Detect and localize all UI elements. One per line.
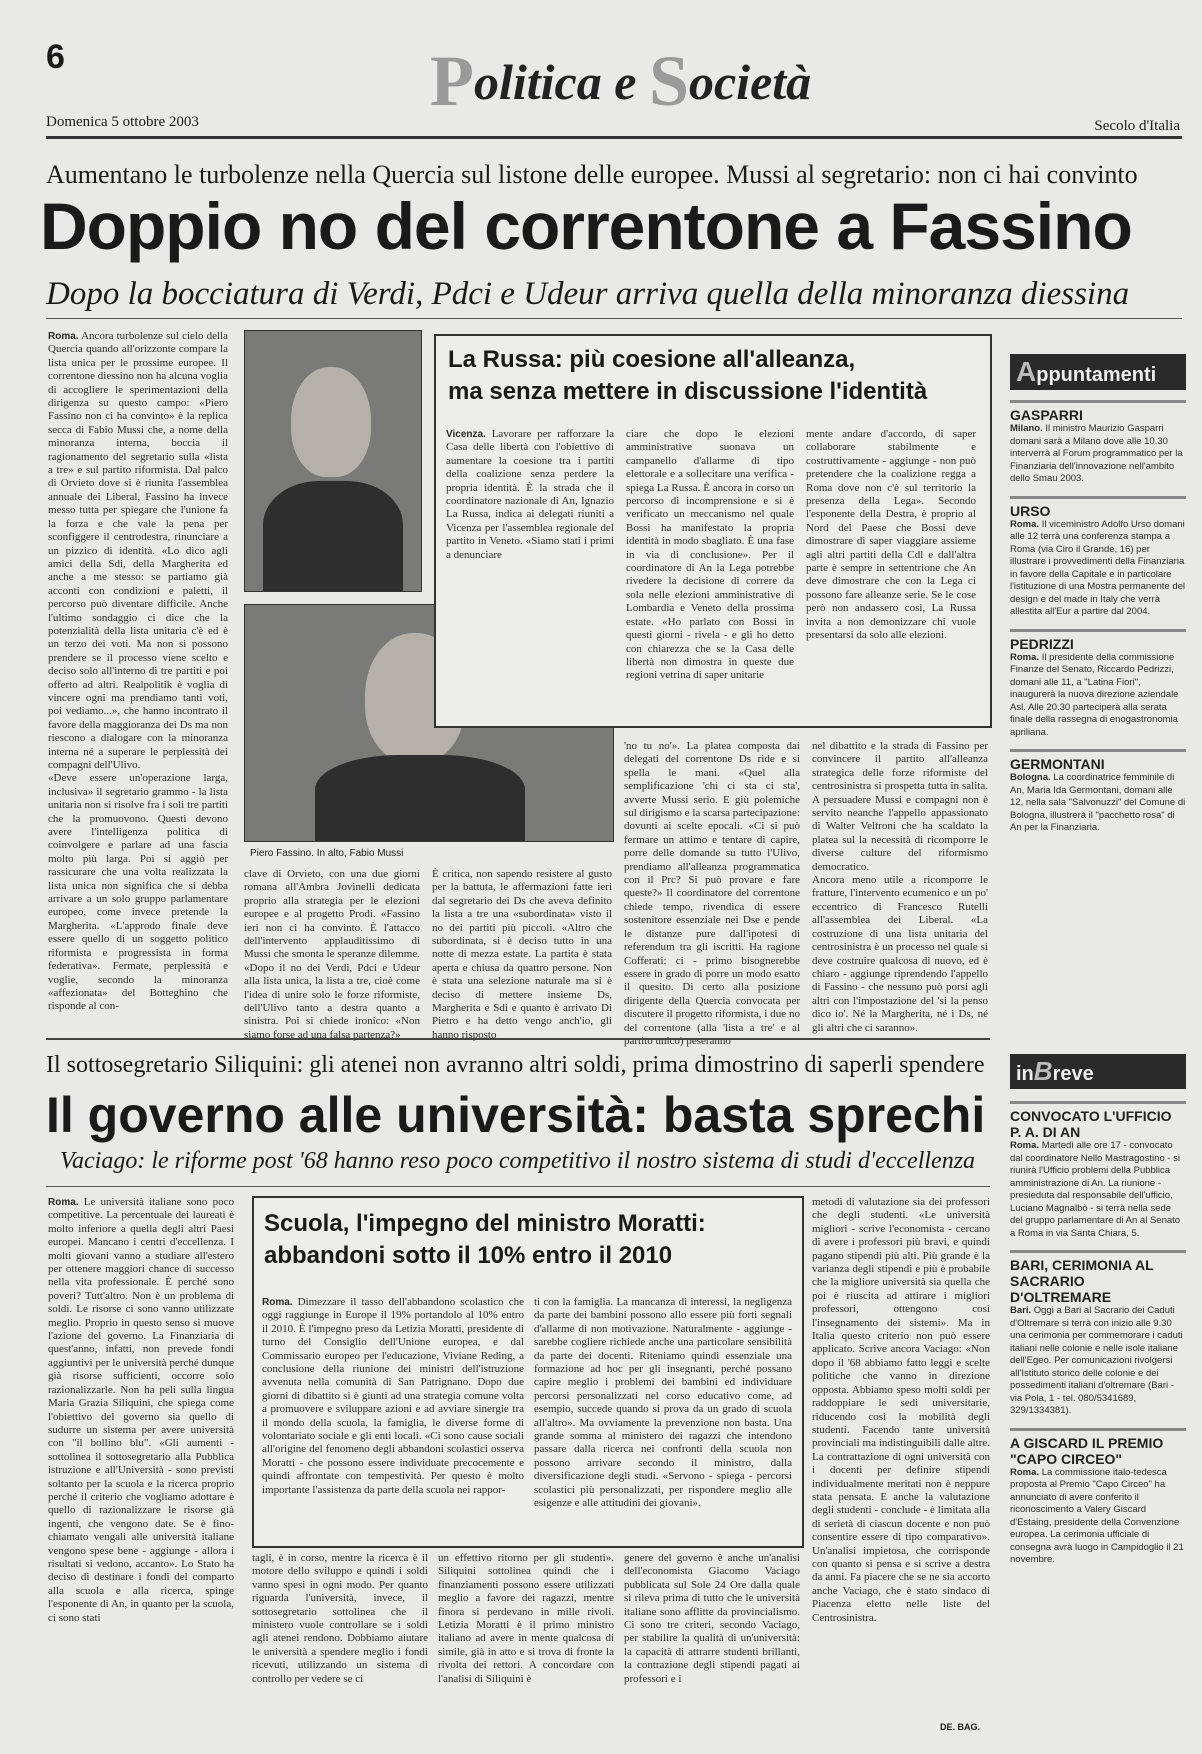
breve-title: A GISCARD IL PREMIO "CAPO CIRCEO": [1010, 1428, 1186, 1467]
photo-suit: [263, 481, 403, 591]
story2-col1-text: Le università italiane sono poco competitive. La percentuale dei laureati è molto inferiore a quella degli altri Paesi europei. Mancano i centri d'eccellenza. I molti giovani vanno a studiare all'estero per ottenere maggiori chance di successo nella vita professionale. È perché sono poveri? Tutt'altro. Non è un problema di soldi. Le risorse ci sono vanno utilizzate meglio. Proprio in questo senso si muove l'azione del governo. La Finanziaria di quest'anno, infatti, non prevede fondi aggiuntivi per le università perché dunque già risorse sufficienti, occorre solo razionalizzarle. Non ha peli sulla lingua Maria Grazia Siliquini, che spiega come l'obiettivo del governo sia quello di sudurre un sistema per avere università con "il bollino blu". «Gli aumenti - sottolinea il sottosegretario alla Pubblica istruzione e all'Università - sono previsti soltanto per la scuola e la ricerca proprio perché il criterio che vogliamo adottare è quello di razionalizzare le risorse già ingenti, che vengono date. Se è fino-chiamato vengali alle università italiane vengono spese bene - aggiunge - allora i risultati si vedono, accanto». Lo Stato ha deciso di destinare i fondi del comparto alla scuola e alla ricerca, spinge l'esponente di An, in quanto per la scuola, ci sono stati: [48, 1196, 235, 1624]
story1-subhead: Dopo la bocciatura di Verdi, Pdci e Udeur arriva quella della minoranza diessina: [46, 276, 1130, 312]
in-breve-banner-rest: reve: [1052, 1063, 1094, 1085]
story1-col5b-text: Ancora meno utile a ricomporre le fratture, l'intervento ecumenico e un po' eccentrico di Francesco Rutelli all'assemblea dei Liberal. «La costruzione di una lista unitaria del centrosinistra è un processo nel quale si deve costruire qualcosa di nuovo, ed è chiaro - aggiunge riprendendo l'appello di Fassino - che nessuno può porsi agli altri con l'impostazione del 'si la penso dico io'. Né la Margherita, né i Ds, né gli altri che ci saranno».: [812, 874, 988, 1034]
box2-column-1: [262, 1296, 524, 1536]
box2-dateline: Roma.: [262, 1297, 293, 1308]
appuntamenti-banner: [1010, 354, 1186, 390]
appuntamento-text: Il ministro Maurizio Gasparri domani sarà a Milano dove alle 10.30 interverrà al Forum programmatico per la Finanziaria dell'innovazione nell'ambito dello Smau 2003.: [1010, 423, 1183, 484]
box-la-russa: [434, 334, 992, 728]
story2-column-4: genere del governo è anche un'analisi dell'economista Giacomo Vaciago pubblicata sul Sole 24 Ore dalla quale si rileva prima di tutto che le università italiane sono afflitte da provincialismo. Ci sono tre criteri, secondo Vaciago, per stabilire la qualità di un'università: la capacità di attrarre studenti brillanti, la contrazione degli stipendi pagati ai professori e i: [624, 1552, 800, 1685]
photo-face: [291, 367, 371, 477]
story2-dateline: Roma.: [48, 1197, 79, 1208]
story1-dateline: Roma.: [48, 331, 79, 342]
appuntamenti-banner-cap: A: [1016, 356, 1037, 387]
box2-title-line2: abbandoni sotto il 10% entro il 2010: [264, 1242, 673, 1269]
story-separator: [46, 1038, 990, 1040]
page-number: 6: [46, 38, 65, 76]
story2-subhead: Vaciago: le riforme post '68 hanno reso poco competitivo il nostro sistema di studi d'eccellenza: [60, 1148, 976, 1174]
appuntamento-dateline: Roma.: [1010, 518, 1040, 530]
box1-col1-text: Lavorare per rafforzare la Casa delle libertà con l'obiettivo di aumentare la coesione tra i partiti della coalizione senza perdere la propria identità. È la strada che il coordinatore nazionale di An, Ignazio La Russa, indica ai delegati riuniti a Vicenza per l'assemblea regionale del partito in Veneto. «Siamo stati i primi a denunciare: [446, 428, 615, 561]
box1-column-1: [446, 428, 614, 718]
box2-col1-text: Dimezzare il tasso dell'abbandono scolastico che oggi raggiunge in Europe il 19% portandolo al 10% entro il 2010. È l'impegno preso da Letizia Moratti, presidente di turno del Consiglio dell'Unione europea, e dal Commissario europeo per l'educazione, Viviane Reding, a conclusione della riunione dei ministri dell'istruzione avvenuta nella comunità di San Patrignano. Dopo due giorni di dibattito si è giunti ad una strategia comune volta a promuovere e sviluppare azioni e ad avviare sinergie tra il mondo della scuola, la famiglia, le diverse forme di volontariato sociale e gli enti locali. «Ci sono cause sociali all'origine del fenomeno degli abbandoni scolastici osserva Moratti - che possono essere individuate precocemente e quindi affrontate con tempestività. Per questo è molto importante l'assistenza da parte della scuola nei rappor-: [262, 1296, 524, 1496]
breve-text: Oggi a Bari al Sacrario dei Caduti d'Oltremare si terrà con inizio alle 9.30 una cerimonia per commemorare i caduti italiani nelle colonie e nelle isole italiane dell'Egeo. Per comunicazioni rivolgersi all'Istituto storico delle colonie e dei possedimenti italiani d'oltremare (Bari - via Pola, 1 - tel. 080/5341689, 329/1334381).: [1010, 1305, 1183, 1416]
appuntamento-title: PEDRIZZI: [1010, 629, 1186, 652]
in-breve-banner-cap: B: [1033, 1056, 1053, 1086]
in-breve-banner: [1010, 1054, 1186, 1089]
appuntamenti-banner-rest: ppuntamenti: [1036, 364, 1157, 386]
appuntamento-dateline: Bologna.: [1010, 772, 1051, 783]
appuntamento-text: Il viceministro Adolfo Urso domani alle 12 terrà una conferenza stampa a Roma (via Ciro il Grande, 16) per illustrare i provvedimenti della Finanziaria in favore della Capitale e in particolare l'istituzione di una Mostra permanente del design e del made in Italy che verrà allestita all'Eur a partire dal 2004.: [1010, 518, 1186, 617]
story1-column-2: clave di Orvieto, con una due giorni romana all'Ambra Jovinelli dedicata proprio alla strategia per le elezioni europee e al progetto Prodi. «Fassino ieri non ci ha convinto. È l'attacco dell'intervento applauditissimo di Mussi che smonta le speranze dilemme. «Dopo il no dei Verdi, Pdci e Udeur alla lista unica, la lista a tre, cioè come l'idea di unire solo le forze riformiste, dell'Ulivo tanto a destra quanto a sinistra. Poi si chiede ironico: «Non siamo forse ad una falsa partenza?»: [244, 868, 420, 1041]
box1-title-line1: La Russa: più coesione all'alleanza,: [448, 346, 856, 373]
newspaper-name: Secolo d'Italia: [1094, 118, 1180, 134]
appuntamento-title: GERMONTANI: [1010, 749, 1186, 772]
story1-col1b-text: «Deve essere un'operazione larga, inclusiva» il segretario grammo - la lista unitaria non si risolve fra i soli tre partiti che la promuovono. Questi devono avere l'intelligenza politica di coinvolgere e parlare ad una fascia molto più larga. Poi si aggiò per rassicurare che una volta realizzata la lista unica non significa che si debba arrivare a un solo gruppo parlamentare europeo, come invece pretende la Margherita. «L'approdo finale deve essere quello di un soggetto politico riformista e progressista in forma federativa». Fermate, perplessità e voglie, secondo la minoranza «affezionata» del Botteghino che risponde al con-: [48, 772, 228, 1013]
sidebar-appuntamenti: [1010, 354, 1186, 835]
box-moratti: [252, 1196, 804, 1548]
section-title: [430, 40, 811, 123]
breve-dateline: Bari.: [1010, 1305, 1032, 1316]
breve-dateline: Roma.: [1010, 1466, 1040, 1478]
header-rule: [46, 136, 1182, 139]
appuntamento-body: [1010, 519, 1186, 619]
story2-column-5: metodi di valutazione sia dei professori che degli studenti. «Le università migliori - scrive l'economista - cercano di avere i professori più bravi, e quindi pagano stipendi più alti. Più grande è la varianza degli stipendi e più è probabile che la migliore università sia quella che poi è riuscita ad attirare i migliori professori, ottengono così l'insegnamento dei sistemi». Ma in Italia questo criterio non può essere applicato. Scrive ancora Vaciago: «Non dopo il '68 abbiamo fatto leggi e scelte politiche che vanno in direzione opposta. Abbiamo speso molti soldi per raddoppiare le sedi universitarie, riducendo così la mobilità degli studenti. Facendo tante università provinciali ma indistinguibili dalle altre. La contrattazione di ogni università con i docenti per definire stipendi individualmente meritati non è neppure stata pensata. E anche la valutazione degli studenti - conclude - è limitata alla di serietà di ciascun docente e non può consentire essere di tipo comparativo». Un'analisi impietosa, che corrisponde con quanto si pensa e si scrive a destra da anni. Fa piacere che se ne sia accorto anche Vaciago, che è stato sindaco di Piacenza eletto nelle liste del Centrosinistra.: [812, 1196, 990, 1624]
appuntamento-body: [1010, 423, 1186, 486]
box1-title-line2: ma senza mettere in discussione l'identità: [448, 378, 928, 405]
breve-body: [1010, 1467, 1186, 1567]
issue-date: Domenica 5 ottobre 2003: [46, 114, 199, 130]
sidebar-in-breve: [1010, 1054, 1186, 1567]
story2-signature: DE. BAG.: [940, 1722, 981, 1732]
story1-headline: Doppio no del correntone a Fassino: [40, 189, 1132, 263]
appuntamento-body: [1010, 652, 1186, 740]
story2-column-2: tagli, è in corso, mentre la ricerca è il motore dello sviluppo e quindi i soldi vanno spesi in ogni modo. Per quanto riguarda l'università, invece, il sottosegretario sottolinea che il ministero vuole controllare se i soldi agli atenei rendono. Dobbiamo aiutare le università a spendere meglio i fondi ricevuti, utilizzando un sistema di controllo per vedere se ci: [252, 1552, 428, 1685]
breve-body: [1010, 1305, 1186, 1418]
photo-suit: [315, 755, 525, 841]
appuntamento-text: Il presidente della commissione Finanze del Senato, Riccardo Pedrizzi, domani alle 11, a "Latina Fiori", inaugurerà la nuova direzione aziendale Asl. Alle 20.30 parteciperà alla serata finale della rassegna di enogastronomia apriliana.: [1010, 651, 1179, 738]
breve-dateline: Roma.: [1010, 1140, 1040, 1151]
box1-column-2: ciare che dopo le elezioni amministrative suonava un campanello d'allarme di tipo elettorale e a sollecitare una verifica - spiega La Russa. È ancora in corso un percorso di incomprensione e si è verificato un meccanismo nel quale Bossi ha manifestato la propria identità in modo sbagliato. È una fase in via di conclusione». Per il coordinatore di An la Lega potrebbe rivedere la decisione di correre da sola nelle elezioni amministrative di Lombardia e Veneto della prossima estate. «Ho parlato con Bossi in questi giorni - rivela - e gli ho detto con chiarezza che se la Casa delle libertà non dimostra in queste due regioni vetrina di saper unitarie: [626, 428, 794, 682]
story1-column-3: È critica, non sapendo resistere al gusto per la battuta, le affermazioni fatte ieri dal segretario dei Ds che aveva definito la lista a tre una «subordinata» visto il no dei partiti più piccoli. «Altro che subordinata, si è deciso tutto in una notte di mezza estate. La partita è stata aperta e chiusa da quattro persone. Non è stata una selezione naturale ma si è deciso di mettere insieme Ds, Margherita e Sdi e quanto è arrivato Di Pietro e ha detto vengo anch'io, gli hanno risposto: [432, 868, 612, 1041]
box2-column-2: ti con la famiglia. La mancanza di interessi, la negligenza da parte dei bambini possono allo essere più forti segnali d'allarme di non motivazione. Naturalmente - aggiunge - sarebbe cogliere richiede anche una particolare sensibilità da parte dei docenti. Riteniamo quindi essenziale una formazione ad hoc per gli insegnanti, perché possano capire meglio i problemi dei bambini ed individuare percorsi personalizzati nel corso educativo come, ad esempio, succede quando si prova da un grado di scuola all'altro». Ma ovviamente la prevenzione non basta. Una grande somma al ministero dei ragazzi che intendono passare dalla ricerca nei confronti della scuola non possono arrivare secondo il ministro, dalla diversificazione degli studi. «Servono - spiega - percorsi scolastici più personalizzati, per rispondere meglio alle esigenze e alle attitudini dei giovani».: [534, 1296, 792, 1510]
section-cap-1: P: [430, 41, 474, 121]
story2-kicker: Il sottosegretario Siliquini: gli atenei non avranno altri soldi, prima dimostrino di saperli spendere: [46, 1052, 985, 1078]
breve-title: CONVOCATO L'UFFICIO P. A. DI AN: [1010, 1101, 1186, 1140]
box1-dateline: Vicenza.: [446, 429, 486, 440]
breve-body: [1010, 1140, 1186, 1240]
story1-kicker: Aumentano le turbolenze nella Quercia sul listone delle europee. Mussi al segretario: non ci hai convinto: [46, 160, 1138, 189]
story2-column-1: [48, 1196, 234, 1732]
story1-column-1: [48, 330, 228, 1013]
box1-column-3: mente andare d'accordo, di saper collaborare stabilmente e costruttivamente - aggiunge - non può pretendere che la coalizione regga a Roma dove non c'è sul territorio la presenza della Lega». Secondo l'esponente della Destra, è proprio al Nord del Paese che Bossi deve dimostrare di saper viaggiare assieme agli altri partiti della Cdl e dall'altra parte è sempre in settentrione che An deve dimostrare che con la Lega ci possono fare alleanze serie. Se le cose però non andassero così, La Russa invita a non demonizzare chi vuole presentarsi da solo alle elezioni.: [806, 428, 976, 642]
box2-title-line1: Scuola, l'impegno del ministro Moratti:: [264, 1210, 706, 1237]
section-rest-2: ocietà: [688, 54, 812, 110]
appuntamento-dateline: Roma.: [1010, 651, 1040, 663]
in-breve-banner-prefix: in: [1016, 1063, 1034, 1085]
breve-text: Martedì alle ore 17 - convocato dal coordinatore Nello Mastragostino - si riunirà l'Ufficio problemi della Pubblica amministrazione di An. La riunione - presieduta dal responsabile dell'ufficio, Luciano Magnalbò - si terrà nella sede del gruppo parlamentare di An al Senato a Roma in via Santa Chiara, 5.: [1010, 1140, 1181, 1239]
story2-rule: [46, 1186, 990, 1187]
section-cap-2: S: [648, 41, 689, 121]
story2-column-3: un effettivo ritorno per gli studenti». Siliquini sottolinea quindi che i finanziamenti possono essere utilizzati meglio a favore dei ragazzi, mentre finora si perdevano in mille rivoli. Letizia Moratti è il primo ministro italiano ad avere in mente qualcosa di simile, già in atto e si trova di fronte la rivolta dei rettori. A concordare con l'analisi di Siliquini è: [438, 1552, 614, 1685]
breve-title: BARI, CERIMONIA AL SACRARIO D'OLTREMARE: [1010, 1250, 1186, 1305]
story1-col1-text: Ancora turbolenze sul cielo della Quercia quando all'orizzonte compare la lista unica per le prossime europee. Il correntone diessino non ha alcuna voglia di accogliere le sperimentazioni della dirigenza su questo campo: «Piero Fassino non ci ha convinto» è la replica secca di Fabio Mussi che, a nome della minoranza interna, boccia il ragionamento del segretario sulla «lista a tre» e sul partito riformista. Dal palco di Orvieto dove si è riunita l'assemblea annuale dei Liberal, Fassino ha invece messo tutta per spiegare che l'unione fa la forza e che vale la pena per sconfiggere il centrodestra, rinunciare a un pizzico di identità. «Lo dico agli amici della Sdi, della Margherita ed anche a me stesso: se partiamo già acconti con condizioni e paletti, il percorso può diventare difficile. Anche l'ultimo sondaggio ci dice che la potenzialità della lista unitaria c'è ed è un terzo dei voti. Ma non si possono prendere se il processo viene scelto e deciso solo all'interno di tre partiti e poi offerto ad altri. Realpolitik è voglia di vincere ogni ma prendiamo tanti voti, poi vediamo...», che hanno incontrato il favore della maggioranza dei Ds ma non riescono a dialogare con la minoranza interna né a superare le perplessità dei compagni dell'Ulivo.: [48, 330, 228, 771]
photo-caption: Piero Fassino. In alto, Fabio Mussi: [250, 848, 404, 859]
appuntamento-body: [1010, 772, 1186, 835]
breve-text: La commissione italo-tedesca proposta al Premio "Capo Circeo" ha annunciato di avere conferito il riconoscimento a Valery Giscard d'Estaing, presidente della Convenzione europea. La cerimonia ufficiale di consegna avrà luogo in Campidoglio il 21 novembre.: [1010, 1466, 1184, 1565]
story1-column-4: 'no tu no'». La platea composta dai delegati del correntone Ds ride e si spella le mani. «Quel alla semplificazione 'chi ci sta ci sta', avverte Mussi serio. E giù polemiche sul dirigismo e la scarsa partecipazione: dovunti ai scelte epocali. «Ci si può fermare un attimo e tentare di capire, porre delle domande su tutto l'Ulivo, prendiamo all'alleanza programmatica con il Prc? Si può provare e fare queste?» Il coordinatore del correntone chiede tempo, rivendica di essere sostenitore essenziale nei Dse e pende le distanze pure dall'ipotesi di referendum tra gli iscritti. Ha ragione Cofferati: ci - primo bisognerebbe essere in grado di porre un modo esatto il quesito. Di certo alla posizione dirigente della Quercia convocata per discutere il progetto riformista, i due no del correntone (alla 'lista a tre' e al partito unico) peseranno: [624, 740, 800, 1047]
story2-headline: Il governo alle università: basta sprechi: [46, 1087, 986, 1143]
story1-col5-text: nel dibattito e la strada di Fassino per convincere il partito all'alleanza strategica delle forze riformiste del centrosinistra si prospetta tutta in salita. A persuadere Mussi e compagni non è servito neanche l'appello appassionato di Walter Veltroni che ha scaldato la platea sul la necessità di ricomporre le diverse culture del riformismo democratico.: [812, 740, 988, 873]
section-rest-1: olitica e: [473, 54, 649, 110]
appuntamento-dateline: Milano.: [1010, 423, 1043, 434]
appuntamento-title: URSO: [1010, 496, 1186, 519]
appuntamento-text: La coordinatrice femminile di An, Maria Ida Germontani, domani alle 12, nella sala "Salvonuzzi" del Comune di Bologna, illustrerà il "pacchetto rosa" di An per la Finanziaria.: [1010, 772, 1186, 833]
story1-rule: [46, 318, 1182, 319]
photo-fabio-mussi: [244, 330, 422, 592]
appuntamento-title: GASPARRI: [1010, 400, 1186, 423]
story1-column-5: [812, 740, 988, 1034]
